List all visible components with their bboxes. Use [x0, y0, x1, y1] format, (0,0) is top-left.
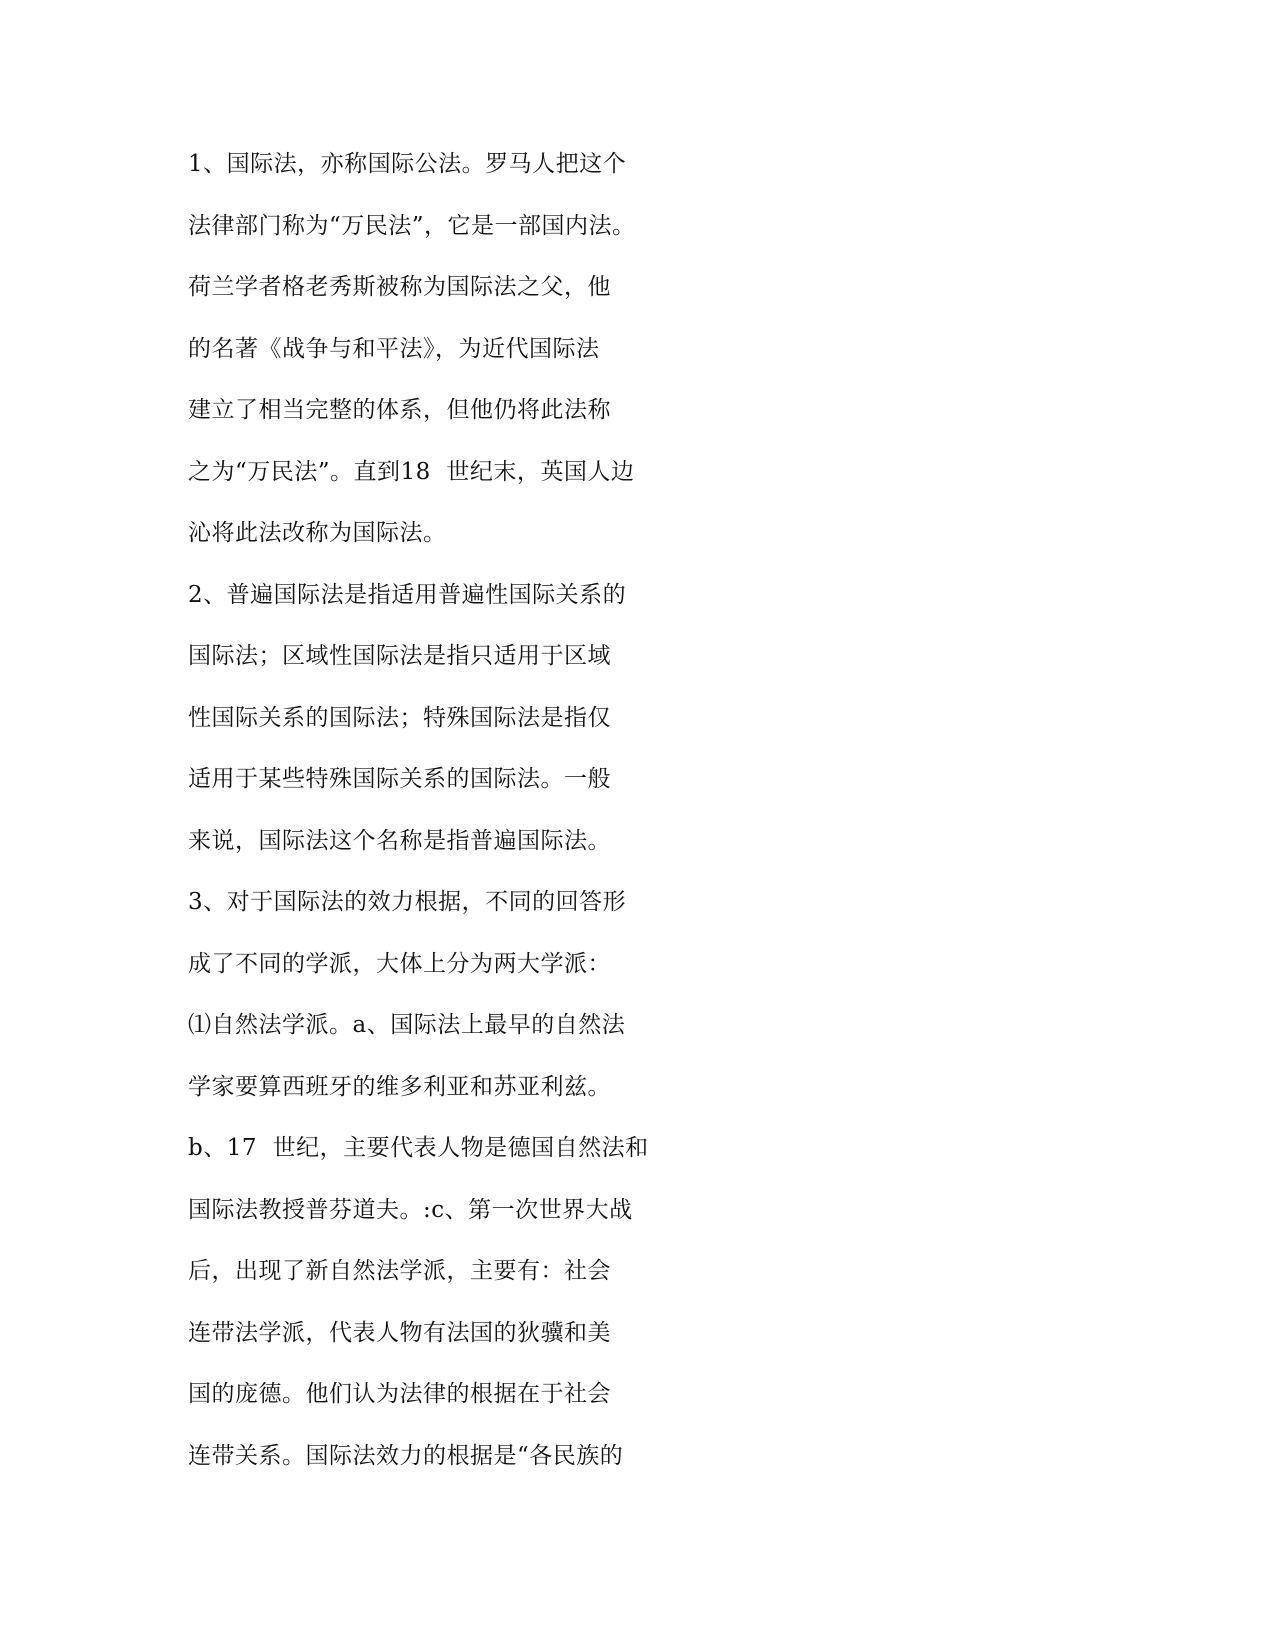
- text-line: 适用于某些特殊国际关系的国际法。一般: [188, 766, 611, 792]
- text-line: 3、对于国际法的效力根据，不同的回答形: [188, 889, 627, 915]
- text-line: 荷兰学者格老秀斯被称为国际法之父，他: [188, 274, 611, 300]
- text-line: b、17 世纪，主要代表人物是德国自然法和: [188, 1135, 649, 1161]
- text-line: 的名著《战争与和平法》，为近代国际法: [188, 335, 600, 362]
- text-line: 连带法学派，代表人物有法国的狄骥和美: [188, 1319, 611, 1346]
- text-line: ⑴自然法学派。a、国际法上最早的自然法: [188, 1012, 626, 1038]
- text-line: 后，出现了新自然法学派，主要有：社会: [188, 1258, 611, 1284]
- document-body: [188, 140, 708, 1493]
- text-line: 1、国际法，亦称国际公法。罗马人把这个: [188, 151, 627, 177]
- text-line: 之为“万民法”。直到18 世纪末，英国人边: [188, 458, 635, 485]
- text-line: 建立了相当完整的体系，但他仍将此法称: [188, 397, 611, 423]
- text-line: 国际法；区域性国际法是指只适用于区域: [188, 643, 611, 669]
- text-line: 沁将此法改称为国际法。: [188, 520, 447, 546]
- text-line: 成了不同的学派，大体上分为两大学派：: [188, 950, 611, 977]
- text-line: 来说，国际法这个名称是指普遍国际法。: [188, 827, 611, 854]
- text-line: 性国际关系的国际法；特殊国际法是指仅: [188, 704, 611, 731]
- text-line: 连带关系。国际法效力的根据是“各民族的: [188, 1442, 624, 1469]
- text-line: 学家要算西班牙的维多利亚和苏亚利兹。: [188, 1073, 611, 1100]
- text-line: 法律部门称为“万民法”，它是一部国内法。: [188, 212, 636, 239]
- text-line: 国际法教授普芬道夫。:c、第一次世界大战: [188, 1196, 633, 1223]
- text-line: 2、普遍国际法是指适用普遍性国际关系的: [188, 581, 627, 608]
- text-line: 国的庞德。他们认为法律的根据在于社会: [188, 1381, 611, 1407]
